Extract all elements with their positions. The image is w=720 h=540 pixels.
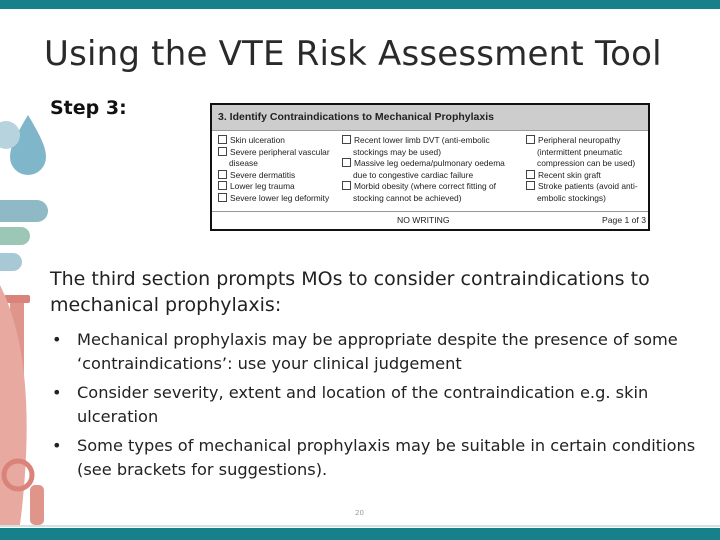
checkbox-item: Morbid obesity (where correct fitting of <box>342 181 522 193</box>
contraindications-form-image <box>210 103 650 231</box>
bullet-list <box>52 328 702 487</box>
bottom-accent-bar <box>0 528 720 540</box>
top-accent-bar <box>0 0 720 9</box>
bullet-item: • Mechanical prophylaxis may be appropriate despite the presence of some ‘contraindications’: use your clinical judgement <box>52 330 678 373</box>
form-header: 3. Identify Contraindications to Mechanical Prophylaxis <box>212 105 648 131</box>
checkbox-item: Skin ulceration <box>218 135 340 147</box>
form-column-2 <box>342 135 522 204</box>
checkbox-item: Lower leg trauma <box>218 181 340 193</box>
bullet-icon: • <box>52 436 62 455</box>
checkbox-item-continuation: disease <box>229 158 258 168</box>
checkbox-item-continuation: embolic stockings) <box>537 192 606 203</box>
checkbox-icon <box>218 193 227 202</box>
checkbox-item-continuation: compression can be used) <box>537 158 636 168</box>
checkbox-icon <box>526 170 535 179</box>
form-column-3 <box>526 135 650 204</box>
checkbox-icon <box>526 181 535 190</box>
checkbox-icon <box>342 181 351 190</box>
bottom-accent-line <box>0 525 720 527</box>
bullet-item: • Some types of mechanical prophylaxis may be suitable in certain conditions (see brackets for suggestions). <box>52 436 696 479</box>
checkbox-icon <box>218 147 227 156</box>
checkbox-item: Massive leg oedema/pulmonary oedema <box>342 158 522 170</box>
checkbox-icon <box>218 170 227 179</box>
checkbox-icon <box>342 135 351 144</box>
bullet-icon: • <box>52 330 62 349</box>
capsule-icon <box>0 200 48 222</box>
checkbox-item-continuation: stocking cannot be achieved) <box>353 192 462 203</box>
checkbox-item: Recent lower limb DVT (anti-embolic <box>342 135 522 147</box>
intro-paragraph: The third section prompts MOs to consider contraindications to mechanical prophylaxis: <box>50 268 650 316</box>
bullet-icon: • <box>52 383 62 402</box>
checkbox-item: Stroke patients (avoid anti- <box>526 181 650 193</box>
form-footer-page: Page 1 of 3 <box>602 215 646 225</box>
checkbox-item: Severe lower leg deformity <box>218 193 340 205</box>
checkbox-icon <box>218 135 227 144</box>
medical-decoration-graphic <box>0 105 50 525</box>
page-number: 20 <box>355 509 364 517</box>
form-column-1 <box>218 135 340 204</box>
checkbox-icon <box>526 135 535 144</box>
checkbox-icon <box>342 158 351 167</box>
bullet-item: • Consider severity, extent and location of the contraindication e.g. skin ulceration <box>52 383 649 426</box>
form-footer <box>212 211 648 229</box>
checkbox-item: Severe dermatitis <box>218 170 340 182</box>
checkbox-icon <box>218 181 227 190</box>
checkbox-item: Severe peripheral vascular <box>218 147 340 159</box>
step-label: Step 3: <box>50 97 127 119</box>
checkbox-item-continuation: (intermittent pneumatic <box>537 146 623 157</box>
checkbox-item: Recent skin graft <box>526 170 650 182</box>
checkbox-item: Peripheral neuropathy <box>526 135 650 147</box>
slide-title: Using the VTE Risk Assessment Tool <box>44 34 662 74</box>
checkbox-item-continuation: due to congestive cardiac failure <box>353 169 474 180</box>
checkbox-item-continuation: stockings may be used) <box>353 146 441 157</box>
medical-icons <box>0 115 48 525</box>
form-footer-notice: NO WRITING <box>397 215 450 225</box>
